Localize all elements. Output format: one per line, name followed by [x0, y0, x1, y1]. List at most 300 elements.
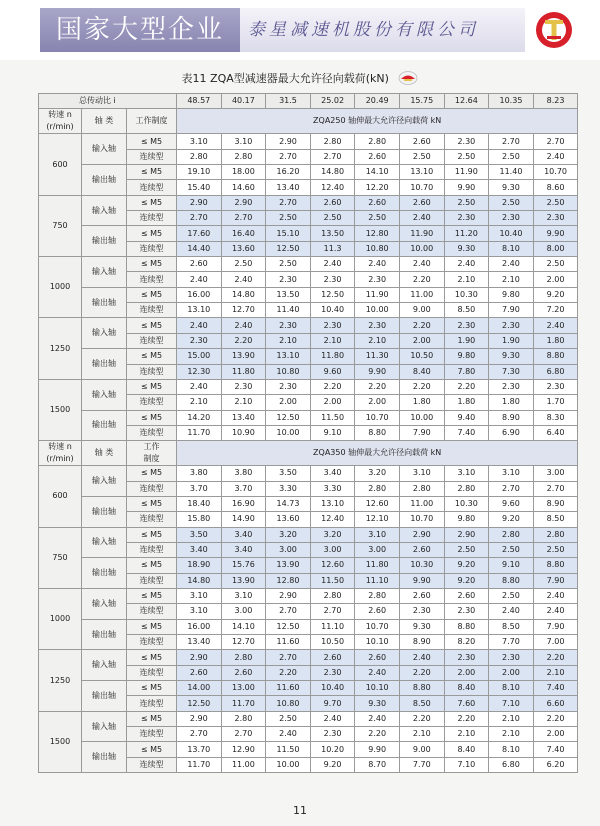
mode-cell: 连续型 [127, 542, 177, 557]
load-value: 10.70 [399, 180, 444, 195]
axis-cell-output: 输出轴 [82, 226, 127, 257]
load-value: 13.90 [221, 349, 266, 364]
load-value: 2.20 [310, 379, 355, 394]
load-value: 2.20 [221, 333, 266, 348]
ratio-value: 15.75 [399, 94, 444, 109]
load-value: 2.60 [310, 195, 355, 210]
load-value: 8.50 [399, 696, 444, 711]
load-value: 13.90 [266, 558, 311, 573]
load-value: 1.70 [533, 395, 578, 410]
mode-cell: 连续型 [127, 425, 177, 440]
speed-cell: 750 [39, 195, 82, 256]
load-value: 2.20 [444, 379, 489, 394]
table-row [39, 165, 578, 180]
load-value: 2.40 [310, 257, 355, 272]
load-value: 7.40 [533, 681, 578, 696]
load-value: 3.00 [221, 604, 266, 619]
load-value: 15.76 [221, 558, 266, 573]
load-value: 2.80 [489, 527, 534, 542]
load-value: 7.90 [399, 425, 444, 440]
load-value: 14.10 [355, 165, 400, 180]
ratio-value: 25.02 [310, 94, 355, 109]
load-value: 1.80 [489, 395, 534, 410]
load-value: 8.00 [533, 241, 578, 256]
load-value: 8.10 [489, 241, 534, 256]
load-value: 9.90 [399, 573, 444, 588]
load-value: 2.30 [444, 318, 489, 333]
table-row [39, 711, 578, 726]
load-value: 2.40 [221, 318, 266, 333]
load-value: 11.90 [355, 287, 400, 302]
load-value: 2.10 [489, 711, 534, 726]
axis-cell-output: 输出轴 [82, 410, 127, 441]
load-value: 10.40 [489, 226, 534, 241]
section-header-row [39, 109, 578, 134]
load-value: 2.80 [310, 588, 355, 603]
load-value: 10.50 [399, 349, 444, 364]
load-value: 9.30 [444, 241, 489, 256]
mode-cell: ≤ M5 [127, 650, 177, 665]
load-value: 2.90 [266, 588, 311, 603]
load-value: 9.90 [355, 742, 400, 757]
load-value: 13.40 [266, 180, 311, 195]
load-value: 17.60 [177, 226, 222, 241]
load-value: 2.40 [177, 272, 222, 287]
load-value: 7.00 [533, 635, 578, 650]
load-value: 14.20 [177, 410, 222, 425]
load-value: 7.70 [489, 635, 534, 650]
axis-cell-input: 输入轴 [82, 588, 127, 619]
axis-cell-output: 输出轴 [82, 287, 127, 318]
load-value: 2.40 [533, 604, 578, 619]
load-value: 7.90 [533, 573, 578, 588]
load-value: 3.40 [221, 527, 266, 542]
load-value: 12.60 [355, 496, 400, 511]
load-value: 2.40 [533, 588, 578, 603]
load-value: 7.90 [533, 619, 578, 634]
load-value: 11.40 [489, 165, 534, 180]
load-value: 2.30 [355, 272, 400, 287]
load-value: 10.90 [221, 425, 266, 440]
load-value: 2.50 [489, 542, 534, 557]
table-row [39, 226, 578, 241]
load-value: 2.50 [489, 195, 534, 210]
table-row [39, 619, 578, 634]
load-value: 2.20 [399, 318, 444, 333]
load-value: 8.80 [489, 573, 534, 588]
load-value: 10.70 [533, 165, 578, 180]
axis-cell-input: 输入轴 [82, 711, 127, 742]
axis-cell-output: 输出轴 [82, 619, 127, 650]
company-logo-icon [532, 10, 576, 50]
load-value: 18.40 [177, 496, 222, 511]
load-value: 14.80 [221, 287, 266, 302]
load-value: 2.70 [266, 195, 311, 210]
load-value: 2.40 [399, 257, 444, 272]
load-value: 2.30 [444, 134, 489, 149]
load-value: 9.30 [489, 349, 534, 364]
load-value: 12.80 [355, 226, 400, 241]
mode-cell: ≤ M5 [127, 349, 177, 364]
load-value: 3.10 [355, 527, 400, 542]
axis-cell-input: 输入轴 [82, 379, 127, 410]
load-value: 2.80 [399, 481, 444, 496]
table-row [39, 650, 578, 665]
load-value: 3.40 [310, 466, 355, 481]
load-value: 2.70 [533, 481, 578, 496]
mode-cell: ≤ M5 [127, 527, 177, 542]
mode-header [127, 441, 177, 466]
speed-label: 转速 n [48, 110, 72, 120]
load-value: 3.00 [266, 542, 311, 557]
speed-cell: 1000 [39, 257, 82, 318]
load-value: 2.10 [444, 272, 489, 287]
mode-cell: ≤ M5 [127, 466, 177, 481]
load-value: 13.60 [221, 241, 266, 256]
load-value: 2.90 [177, 195, 222, 210]
speed-cell: 600 [39, 466, 82, 527]
load-value: 3.20 [310, 527, 355, 542]
load-value: 2.60 [355, 195, 400, 210]
load-value: 9.00 [399, 742, 444, 757]
load-value: 2.30 [489, 318, 534, 333]
load-value: 14.80 [310, 165, 355, 180]
load-value: 2.90 [399, 527, 444, 542]
load-value: 2.40 [399, 211, 444, 226]
load-value: 2.30 [310, 665, 355, 680]
mode-cell: ≤ M5 [127, 410, 177, 425]
load-value: 9.40 [444, 410, 489, 425]
load-value: 2.60 [355, 149, 400, 164]
mode-cell: ≤ M5 [127, 195, 177, 210]
load-value: 2.70 [266, 149, 311, 164]
load-value: 8.30 [533, 410, 578, 425]
load-value: 3.10 [177, 588, 222, 603]
axis-cell-output: 输出轴 [82, 349, 127, 380]
load-value: 2.60 [310, 650, 355, 665]
ratio-value: 20.49 [355, 94, 400, 109]
load-value: 2.90 [177, 650, 222, 665]
load-value: 2.60 [221, 665, 266, 680]
load-value: 10.40 [310, 303, 355, 318]
table-title: 表11 ZQA型减速器最大允许径向载荷(kN) [181, 72, 389, 85]
load-value: 2.60 [444, 588, 489, 603]
load-value: 11.50 [310, 573, 355, 588]
mode-cell: 连续型 [127, 241, 177, 256]
speed-cell: 1250 [39, 318, 82, 379]
load-value: 10.10 [355, 635, 400, 650]
load-value: 8.80 [533, 558, 578, 573]
load-value: 3.10 [221, 134, 266, 149]
page-header [0, 0, 600, 60]
load-value: 16.40 [221, 226, 266, 241]
load-value: 2.90 [266, 134, 311, 149]
load-value: 15.10 [266, 226, 311, 241]
load-value: 2.20 [266, 665, 311, 680]
load-value: 2.10 [533, 665, 578, 680]
mode-cell: 连续型 [127, 211, 177, 226]
load-value: 2.30 [399, 604, 444, 619]
load-value: 11.20 [444, 226, 489, 241]
load-value: 14.90 [221, 512, 266, 527]
load-value: 3.10 [399, 466, 444, 481]
load-value: 2.30 [489, 379, 534, 394]
load-value: 9.70 [310, 696, 355, 711]
load-value: 2.90 [444, 527, 489, 542]
load-value: 2.10 [266, 333, 311, 348]
load-value: 2.50 [266, 211, 311, 226]
load-value: 11.80 [355, 558, 400, 573]
load-value: 12.70 [221, 635, 266, 650]
load-value: 15.00 [177, 349, 222, 364]
axis-cell-input: 输入轴 [82, 650, 127, 681]
table-row [39, 318, 578, 333]
load-value: 2.50 [266, 257, 311, 272]
load-value: 9.80 [444, 512, 489, 527]
load-value: 14.10 [221, 619, 266, 634]
load-value: 1.80 [533, 333, 578, 348]
axis-cell-input: 输入轴 [82, 318, 127, 349]
load-value: 2.50 [533, 195, 578, 210]
mode-cell: 连续型 [127, 333, 177, 348]
load-value: 10.10 [355, 681, 400, 696]
load-value: 11.10 [355, 573, 400, 588]
load-value: 2.50 [444, 195, 489, 210]
load-value: 2.10 [489, 272, 534, 287]
mode-cell: ≤ M5 [127, 134, 177, 149]
speed-unit: (r/min) [46, 122, 74, 132]
mode-cell: ≤ M5 [127, 496, 177, 511]
load-value: 2.70 [177, 211, 222, 226]
mode-cell: 连续型 [127, 604, 177, 619]
ratio-value: 12.64 [444, 94, 489, 109]
load-value: 9.30 [355, 696, 400, 711]
load-value: 12.50 [310, 287, 355, 302]
load-value: 2.40 [489, 604, 534, 619]
load-value: 6.90 [489, 425, 534, 440]
load-value: 9.00 [399, 303, 444, 318]
load-value: 13.40 [177, 635, 222, 650]
load-value: 9.30 [399, 619, 444, 634]
load-value: 7.30 [489, 364, 534, 379]
load-value: 12.30 [177, 364, 222, 379]
load-value: 2.30 [533, 379, 578, 394]
load-value: 10.80 [266, 696, 311, 711]
load-value: 8.40 [444, 681, 489, 696]
axis-cell-output: 输出轴 [82, 165, 127, 196]
load-value: 2.20 [399, 272, 444, 287]
load-value: 14.80 [177, 573, 222, 588]
load-value: 2.40 [533, 318, 578, 333]
mode-cell: ≤ M5 [127, 379, 177, 394]
load-value: 15.80 [177, 512, 222, 527]
load-value: 3.40 [221, 542, 266, 557]
mode-cell: 连续型 [127, 727, 177, 742]
load-value: 2.30 [221, 379, 266, 394]
load-value: 2.50 [444, 149, 489, 164]
load-value: 2.30 [310, 727, 355, 742]
load-value: 11.80 [221, 364, 266, 379]
load-value: 12.70 [221, 303, 266, 318]
load-value: 2.50 [489, 588, 534, 603]
table-row [39, 257, 578, 272]
axis-cell-input: 输入轴 [82, 195, 127, 226]
load-value: 12.50 [266, 410, 311, 425]
load-value: 6.60 [533, 696, 578, 711]
load-value: 2.60 [355, 650, 400, 665]
load-value: 2.60 [399, 195, 444, 210]
axis-header: 轴 类 [82, 441, 127, 466]
load-value: 10.00 [266, 425, 311, 440]
load-value: 8.80 [399, 681, 444, 696]
mode-cell: 连续型 [127, 481, 177, 496]
load-value: 9.30 [489, 180, 534, 195]
load-value: 11.40 [266, 303, 311, 318]
load-value: 11.60 [266, 681, 311, 696]
mode-cell: 连续型 [127, 395, 177, 410]
load-value: 18.00 [221, 165, 266, 180]
load-value: 2.10 [221, 395, 266, 410]
load-value: 8.40 [444, 742, 489, 757]
speed-header [39, 441, 82, 466]
load-value: 12.90 [221, 742, 266, 757]
mode-cell: 连续型 [127, 757, 177, 772]
load-value: 13.40 [221, 410, 266, 425]
load-value: 10.30 [399, 558, 444, 573]
load-value: 2.40 [221, 272, 266, 287]
mode-cell: 连续型 [127, 180, 177, 195]
load-value: 2.00 [533, 727, 578, 742]
load-value: 10.00 [399, 410, 444, 425]
load-value: 2.80 [177, 149, 222, 164]
load-value: 13.10 [266, 349, 311, 364]
load-value: 2.20 [444, 711, 489, 726]
table-row [39, 287, 578, 302]
load-value: 2.40 [444, 257, 489, 272]
axis-cell-output: 输出轴 [82, 496, 127, 527]
load-value: 3.10 [489, 466, 534, 481]
load-value: 2.80 [221, 650, 266, 665]
load-value: 8.50 [533, 512, 578, 527]
load-value: 10.80 [266, 364, 311, 379]
load-value: 2.60 [355, 604, 400, 619]
load-value: 2.80 [310, 134, 355, 149]
table-row [39, 496, 578, 511]
load-value: 2.30 [444, 211, 489, 226]
load-value: 2.50 [310, 211, 355, 226]
load-value: 2.40 [177, 318, 222, 333]
load-value: 3.30 [266, 481, 311, 496]
load-value: 11.70 [221, 696, 266, 711]
load-value: 16.00 [177, 619, 222, 634]
load-value: 11.60 [266, 635, 311, 650]
load-value: 10.00 [266, 757, 311, 772]
load-value: 2.80 [444, 481, 489, 496]
load-value: 3.80 [221, 466, 266, 481]
load-value: 2.60 [399, 134, 444, 149]
speed-cell: 600 [39, 134, 82, 195]
load-value: 2.20 [399, 711, 444, 726]
load-value: 2.40 [355, 711, 400, 726]
load-value: 2.90 [221, 195, 266, 210]
load-value: 10.70 [399, 512, 444, 527]
load-value: 11.10 [310, 619, 355, 634]
load-value: 2.50 [533, 257, 578, 272]
load-value: 9.60 [310, 364, 355, 379]
table-row [39, 558, 578, 573]
load-value: 2.20 [533, 650, 578, 665]
load-value: 10.40 [310, 681, 355, 696]
load-value: 12.50 [266, 241, 311, 256]
load-value: 1.80 [399, 395, 444, 410]
mode-cell: ≤ M5 [127, 257, 177, 272]
load-value: 12.50 [177, 696, 222, 711]
load-value: 7.70 [399, 757, 444, 772]
load-value: 8.80 [533, 349, 578, 364]
load-value: 2.00 [489, 665, 534, 680]
mode-label-line1: 工作 [143, 442, 160, 452]
load-value: 2.60 [399, 588, 444, 603]
speed-cell: 1500 [39, 711, 82, 772]
load-value: 6.80 [489, 757, 534, 772]
mode-cell: 连续型 [127, 364, 177, 379]
load-value: 2.00 [399, 333, 444, 348]
load-value: 8.50 [444, 303, 489, 318]
load-value: 8.90 [399, 635, 444, 650]
load-value: 2.70 [221, 727, 266, 742]
load-value: 10.20 [310, 742, 355, 757]
load-value: 1.90 [489, 333, 534, 348]
axis-cell-output: 输出轴 [82, 558, 127, 589]
load-value: 7.40 [533, 742, 578, 757]
load-value: 6.20 [533, 757, 578, 772]
load-value: 2.30 [266, 272, 311, 287]
load-value: 2.30 [489, 650, 534, 665]
load-value: 2.80 [355, 481, 400, 496]
mode-cell: ≤ M5 [127, 287, 177, 302]
ratio-value: 48.57 [177, 94, 222, 109]
load-value: 9.60 [489, 496, 534, 511]
load-value: 1.90 [444, 333, 489, 348]
load-value: 2.40 [310, 711, 355, 726]
axis-cell-input: 输入轴 [82, 257, 127, 288]
table-row [39, 410, 578, 425]
load-value: 18.90 [177, 558, 222, 573]
load-value: 11.50 [310, 410, 355, 425]
load-value: 2.70 [489, 481, 534, 496]
load-value: 3.70 [177, 481, 222, 496]
load-value: 3.20 [355, 466, 400, 481]
speed-header [39, 109, 82, 134]
load-value: 11.3 [310, 241, 355, 256]
load-value: 12.40 [310, 180, 355, 195]
load-value: 10.00 [355, 303, 400, 318]
load-value: 2.70 [310, 149, 355, 164]
load-value: 6.40 [533, 425, 578, 440]
load-value: 10.30 [444, 496, 489, 511]
axis-header: 轴 类 [82, 109, 127, 134]
load-value: 2.30 [444, 604, 489, 619]
load-value: 16.90 [221, 496, 266, 511]
load-value: 2.40 [399, 650, 444, 665]
title-emblem-icon [398, 71, 418, 85]
load-value: 10.50 [310, 635, 355, 650]
load-value: 2.50 [489, 149, 534, 164]
mode-cell: 连续型 [127, 635, 177, 650]
speed-cell: 750 [39, 527, 82, 588]
load-value: 12.10 [355, 512, 400, 527]
load-value: 8.10 [489, 681, 534, 696]
